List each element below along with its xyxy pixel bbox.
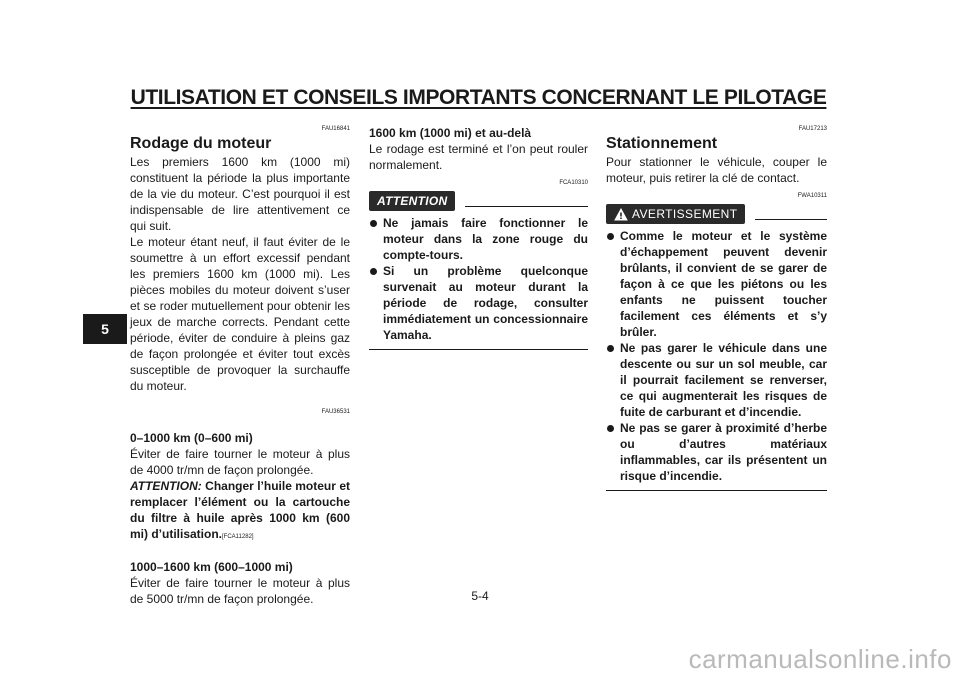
reference-code: FCA10310 bbox=[559, 180, 588, 186]
page-title: UTILISATION ET CONSEILS IMPORTANTS CONCERNANT LE PILOTAGE bbox=[130, 86, 827, 109]
attention-inline-text: Changer l’huile moteur et remplacer l’élément ou la cartouche du filtre à huile après 1000 km (600 mi) d’utilisation. bbox=[130, 479, 350, 541]
paragraph: Le rodage est terminé et l’on peut rouler normalement. bbox=[369, 142, 588, 172]
attention-label: ATTENTION bbox=[369, 191, 455, 211]
list-item: Ne pas garer le véhicule dans une descente ou sur un sol meuble, car il pourrait facilement se renverser, ce qui augmenterait les risques de fuite de carburant et d’incendie. bbox=[620, 341, 827, 419]
divider bbox=[465, 206, 588, 207]
section-title-stationnement: Stationnement bbox=[606, 135, 718, 152]
warning-box-header bbox=[606, 204, 827, 224]
warning-label bbox=[606, 204, 745, 224]
attention-box-header bbox=[369, 191, 588, 211]
list-item: Ne jamais faire fonctionner le moteur dans la zone rouge du compte-tours. bbox=[383, 216, 588, 262]
warning-list bbox=[606, 228, 827, 484]
watermark: carmanualsonline.info bbox=[688, 644, 952, 674]
subheading: 0–1000 km (0–600 mi) bbox=[130, 431, 253, 445]
column-middle bbox=[369, 125, 588, 350]
reference-code: [FCA11282] bbox=[222, 534, 254, 540]
paragraph: Les premiers 1600 km (1000 mi) constituent la période la plus importante de la vie du moteur. C’est pourquoi il est indispensable de lire attentivement ce qui suit. bbox=[130, 155, 350, 233]
subheading: 1000–1600 km (600–1000 mi) bbox=[130, 560, 293, 574]
divider bbox=[369, 349, 588, 350]
paragraph: Éviter de faire tourner le moteur à plus de 5000 tr/mn de façon prolongée. bbox=[130, 576, 350, 606]
section-title-rodage: Rodage du moteur bbox=[130, 135, 272, 152]
list-item: Ne pas se garer à proximité d’herbe ou d’autres matériaux inflammables, car ils présentent un risque d’incendie. bbox=[620, 421, 827, 483]
reference-code: FAU36531 bbox=[321, 409, 350, 415]
column-left bbox=[130, 125, 350, 607]
divider bbox=[755, 219, 827, 220]
attention-list bbox=[369, 215, 588, 343]
reference-code: FAU16841 bbox=[321, 126, 350, 132]
attention-inline-label: ATTENTION: bbox=[130, 479, 202, 493]
paragraph-with-attention bbox=[130, 446, 350, 545]
chapter-tab: 5 bbox=[83, 314, 127, 344]
column-right bbox=[606, 125, 827, 491]
list-item: Si un problème quelconque survenait au moteur durant la période de rodage, consulter immédiatement un concessionnaire Yamaha. bbox=[383, 264, 588, 342]
warning-triangle-icon bbox=[614, 208, 628, 221]
paragraph: Le moteur étant neuf, il faut éviter de le soumettre à un effort excessif pendant les premiers 1600 km (1000 mi). Les pièces mobiles du moteur doivent s’user et se roder mutuellement pour obtenir les jeux de marche corrects. Pendant cette période, éviter de conduire à pleins gaz de façon prolongée et éviter tout excès susceptible de provoquer la surchauffe du moteur. bbox=[130, 235, 350, 393]
page-number: 5-4 bbox=[471, 589, 489, 603]
reference-code: FWA10311 bbox=[797, 193, 827, 199]
subheading: 1600 km (1000 mi) et au-delà bbox=[369, 126, 532, 140]
paragraph-text: Éviter de faire tourner le moteur à plus de 4000 tr/mn de façon prolongée. bbox=[130, 447, 350, 477]
list-item: Comme le moteur et le système d’échappement peuvent devenir brûlants, il convient de se garer de façon à ce que les piétons ou les enfants ne puissent toucher facilement ces éléments et s’y brûler. bbox=[620, 229, 827, 339]
warning-label-text: AVERTISSEMENT bbox=[632, 207, 738, 221]
reference-code: FAU17213 bbox=[798, 126, 827, 132]
paragraph: Pour stationner le véhicule, couper le moteur, puis retirer la clé de contact. bbox=[606, 155, 827, 185]
divider bbox=[606, 490, 827, 491]
